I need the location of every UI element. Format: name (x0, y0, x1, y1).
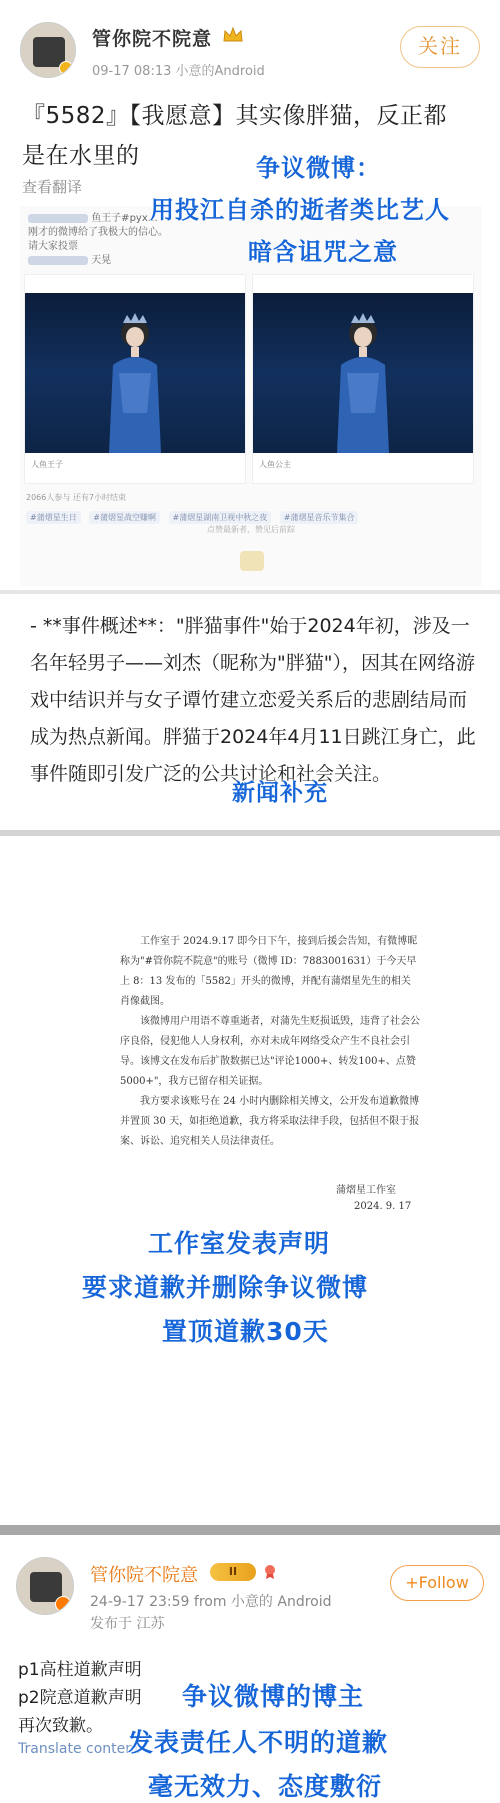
performer-figure (95, 313, 175, 453)
quote-header-a: 鱼王子#pyx… (91, 213, 158, 224)
statement-paragraph: 工作室于 2024.9.17 即今日下午，接到后援会告知，有微博昵称为"#管你院不院意"的账号（微博 ID：7883001631）于今天早上 8：13 发布的「5582」开头的微博，并配有蒲熠星先生的相关肖像截图。 (120, 936, 418, 1007)
topic-chip[interactable]: #蒲熠星战空赚啊 (89, 511, 160, 524)
quoted-post-footer (26, 492, 476, 524)
performer-figure (323, 313, 403, 453)
user-name[interactable]: 管你院不院意 (90, 1565, 198, 1586)
quote-header-b: 刚才的微博给了我极大的信心。 (28, 227, 168, 238)
blurred-text (28, 256, 88, 265)
vote-option-right[interactable] (252, 274, 474, 484)
post-meta: 09-17 08:13 小意的Android (92, 64, 265, 79)
blurred-name (28, 214, 88, 223)
overlay-caption: 争议微博： (256, 154, 381, 182)
topic-chip[interactable]: #蒲熠星音乐节集合 (280, 511, 359, 524)
post-text-line: p1高柱道歉声明 (18, 1660, 142, 1680)
statement-paragraph: 我方要求该账号在 24 小时内删除相关博文，公开发布道歉微博并置顶 30 天，如拒绝道歉，我方将采取法律手段，包括但不限于报案、诉讼、追究相关人员法律责任。 (120, 1096, 420, 1147)
vote-option-label: 人鱼王子 (31, 460, 63, 469)
follow-button[interactable]: 关注 (400, 26, 480, 68)
overlay-caption: 工作室发表声明 (148, 1229, 331, 1258)
apology-post (0, 1525, 500, 1803)
translate-link[interactable]: Translate content (18, 1741, 140, 1757)
statement-signature: 蒲熠星工作室 (336, 1185, 396, 1196)
crown-icon (222, 26, 244, 44)
concert-photo (25, 293, 245, 453)
user-name[interactable]: 管你院不院意 (92, 28, 213, 50)
vip-badge[interactable]: II (210, 1563, 256, 1581)
post-text-line: 再次致歉。 (18, 1716, 103, 1736)
app-logo-icon (240, 551, 264, 571)
overlay-caption: 发表责任人不明的道歉 (128, 1728, 389, 1757)
overlay-caption: 用投江自杀的逝者类比艺人 (150, 196, 450, 224)
vote-option-label: 人鱼公主 (259, 460, 291, 469)
vote-option-left[interactable] (24, 274, 246, 484)
post-text-line: p2院意道歉声明 (18, 1688, 142, 1708)
statement-paragraph: 该微博用户用语不尊重逝者，对蒲先生贬损诋毁，违背了社会公序良俗，侵犯他人人身权利，亦对未成年网络受众产生不良社会引导。该博文在发布后扩散数据已达"评论1000+、转发100+、点赞5000+"，我方已留存相关证据。 (120, 1016, 420, 1087)
quote-header-c: 请大家投票 (28, 241, 78, 252)
overlay-caption: 争议微博的博主 (182, 1682, 365, 1711)
quoted-post-note: 点赞最新者，赞见后前踪 (207, 525, 295, 534)
quote-header-d: 天晃 (91, 255, 112, 266)
medal-icon (262, 1563, 278, 1579)
post-location: 发布于 江苏 (90, 1616, 165, 1632)
overlay-caption: 暗含诅咒之意 (248, 238, 398, 266)
overlay-caption: 置顶道歉30天 (162, 1317, 329, 1346)
follow-button[interactable]: +Follow (390, 1565, 484, 1601)
overlay-caption: 要求道歉并删除争议微博 (82, 1273, 369, 1302)
overlay-caption: 毫无效力、态度敷衍 (148, 1772, 383, 1801)
vote-stats: 2066人参与 还有7小时结束 (26, 493, 126, 502)
studio-statement (0, 830, 500, 1525)
news-text: - **事件概述**："胖猫事件"始于2024年初，涉及一名年轻男子——刘杰（昵称为"胖猫"），因其在网络游戏中结识并与女子谭竹建立恋爱关系后的悲剧结局而成为热点新闻。胖猫于2024年4月11日跳江身亡，此事件随即引发广泛的公共讨论和社会关注。 (30, 615, 476, 785)
post-meta: 24-9-17 23:59 from 小意的 Android (90, 1594, 332, 1610)
translate-link[interactable]: 查看翻译 (22, 178, 83, 196)
statement-body (120, 932, 420, 1152)
topic-chip[interactable]: #蒲熠星湖南卫视中秋之夜 (169, 511, 272, 524)
avatar[interactable] (20, 22, 76, 78)
overlay-caption: 新闻补充 (232, 780, 328, 806)
statement-date: 2024. 9. 17 (354, 1201, 412, 1212)
news-summary (0, 590, 500, 830)
controversial-post (0, 0, 500, 590)
verified-badge-icon (55, 1596, 71, 1612)
verified-badge-icon (59, 61, 73, 75)
post-text: 『5582』【我愿意】其实像胖猫，反正都是在水里的 (22, 103, 448, 169)
avatar[interactable] (16, 1557, 74, 1615)
concert-photo (253, 293, 473, 453)
topic-chip[interactable]: #蒲熠星生日 (26, 511, 81, 524)
